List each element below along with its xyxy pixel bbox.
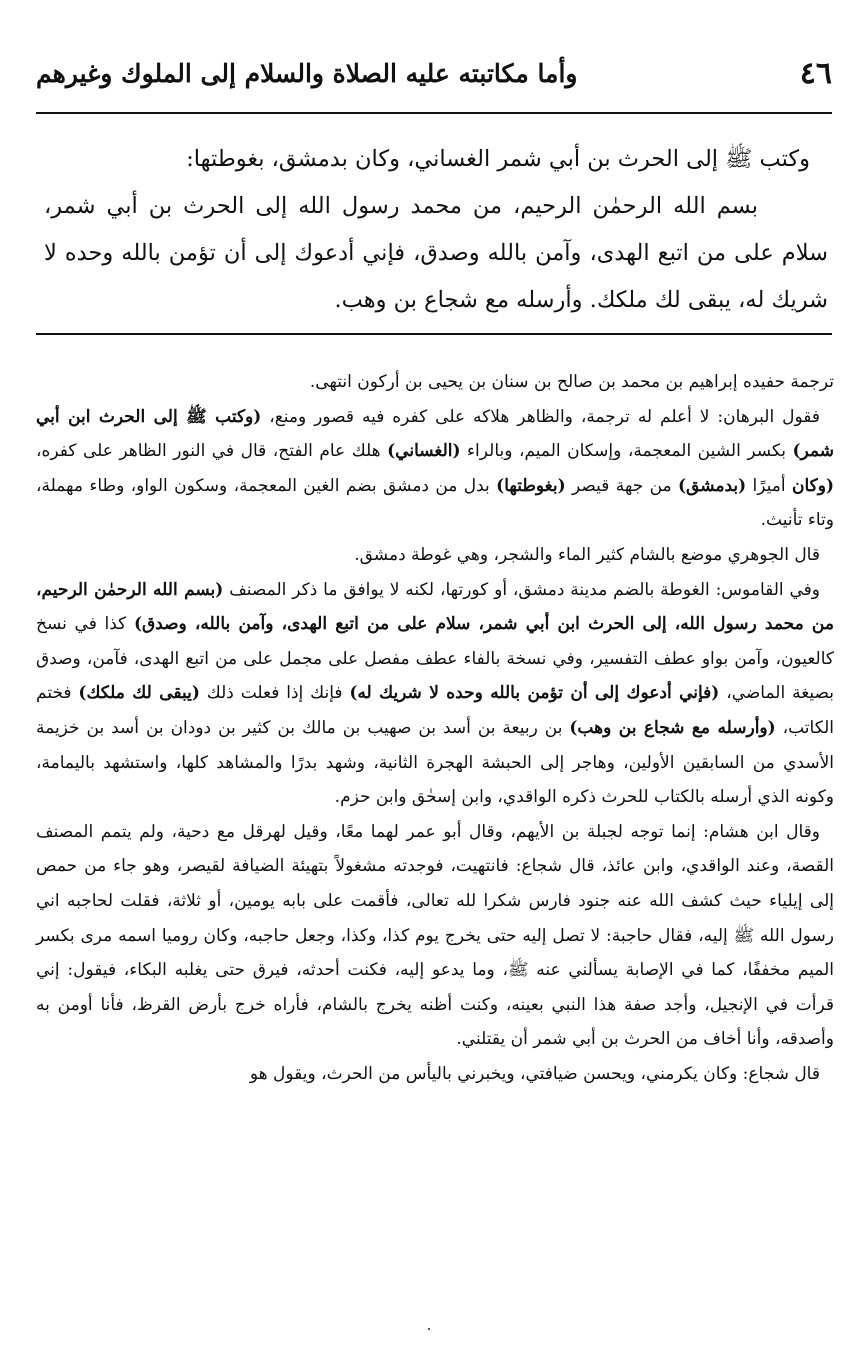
commentary-run: كذا في نسخ كالعيون، وآمن بواو عطف التفسير، وفي نسخة بالفاء عطف مفصل على مجمل على من اتبع الهدى، فآمن، وصدق بصيغة الماضي،	[36, 614, 835, 704]
commentary-run: وفي القاموس: الغوطة بالضم مدينة دمشق، أو كورتها، لكنه لا يوافق ما ذكر المصنف	[223, 579, 821, 600]
commentary-run: أميرًا	[746, 475, 792, 496]
commentary-run: بكسر الشين المعجمة، وإسكان الميم، وبالراء	[460, 441, 793, 462]
quoted-matn-text: (يبقى لك ملكك)	[78, 683, 200, 704]
commentary-text-block	[36, 365, 834, 1091]
section-divider	[36, 333, 832, 335]
commentary-run: بدل من دمشق بضم الغين المعجمة، وسكون الواو، وطاء مهملة، وتاء تأنيث.	[36, 475, 834, 531]
quoted-matn-text: (فإني أدعوك إلى أن تؤمن بالله وحده لا شريك له)	[349, 683, 720, 704]
quoted-matn-text: (وأرسله مع شجاع بن وهب)	[569, 717, 776, 738]
quoted-matn-text: (الغساني)	[387, 441, 461, 462]
commentary-run: فقول البرهان: لا أعلم له ترجمة، والظاهر هلاكه على كفره فيه قصور ومنع،	[261, 406, 820, 427]
commentary-paragraph: قال شجاع: وكان يكرمني، ويحسن ضيافتي، ويخبرني باليأس من الحرث، ويقول هو	[249, 1063, 820, 1084]
quoted-matn-text: (وكان	[791, 475, 834, 496]
page-header	[36, 48, 832, 98]
letter-intro: وكتب ﷺ إلى الحرث بن أبي شمر الغساني، وكان بدمشق، بغوطتها:	[186, 146, 810, 172]
page-speck	[428, 1328, 430, 1330]
commentary-run: فإنك إذا فعلت ذلك	[199, 683, 350, 704]
commentary-paragraph: وقال ابن هشام: إنما توجه لجبلة بن الأيهم، وقال أبو عمر لهما معًا، وقيل لهرقل مع دحية، ولم يتمم المصنف القصة، وعند الواقدي، وابن عائذ، قال شجاع: فانتهيت، فوجدته مشغولاً بتهيئة الضيافة لقيصر، وهو جاء من حمص إلى إيلياء حيث كشف الله عنه جنود فارس شكرا لله تعالى، فأقمت على بابه يومين، أو ثلاثة، فقلت لحاجبه اني رسول الله ﷺ إليه، فقال حاجبة: لا تصل إليه حتى يخرج يوم كذا، وكذا، وجعل حاجبه، وكان روميا اسمه مرى بكسر الميم مخففًا، كما في الإصابة يسألني عنه ﷺ، وما يدعو إليه، فكنت أحدثه، فيرق حتى يغلبه البكاء، فيقول: إني قرأت في الإنجيل، وأجد صفة هذا النبي بعينه، وكنت أظنه يخرج بالشام، فأراه خرج بأرض القرظ، فأنا أومن به وأصدقه، وأنا أخاف من الحرث بن أبي شمر أن يقتلني.	[36, 821, 834, 1050]
commentary-run: بن ربيعة بن أسد بن صهيب بن مالك بن كثير بن دودان بن أسد بن خزيمة الأسدي من السابقين الأولين، وهاجر إلى الحبشة الهجرة الثانية، وشهد بدرًا والمشاهد كلها، واستشهد باليمامة، وكونه الذي أرسله بالكتاب للحرث ذكره الواقدي، وابن إسحٰق وابن حزم.	[36, 717, 834, 808]
header-divider	[36, 112, 832, 114]
commentary-run: فختم الكاتب،	[36, 683, 834, 738]
quoted-matn-text: (بغوطتها)	[496, 475, 566, 496]
commentary-paragraph	[36, 400, 834, 538]
letter-text-block	[44, 136, 828, 324]
commentary-paragraph: قال الجوهري موضع بالشام كثير الماء والشجر، وهي غوطة دمشق.	[354, 544, 820, 565]
commentary-run: هلك عام الفتح، قال في النور الظاهر على كفره،	[36, 441, 388, 462]
commentary-paragraph	[36, 573, 834, 815]
page-number: ٤٦	[799, 55, 832, 91]
commentary-run: من جهة قيصر	[565, 475, 678, 496]
quoted-matn-text: (بدمشق)	[677, 475, 747, 496]
commentary-paragraph: ترجمة حفيده إبراهيم بن محمد بن صالح بن سنان بن يحيى بن أركون انتهى.	[309, 372, 834, 392]
quoted-matn-text: (بسم الله الرحمٰن الرحيم، من محمد رسول الله، إلى الحرث ابن أبي شمر، سلام على من اتبع الهدى، وآمن بالله، وصدق)	[36, 579, 834, 635]
letter-body: بسم الله الرحمٰن الرحيم، من محمد رسول الله إلى الحرث بن أبي شمر، سلام على من اتبع الهدى، وآمن بالله وصدق، فإني أدعوك إلى أن تؤمن بالله وحده لا شريك له، يبقى لك ملكك. وأرسله مع شجاع بن وهب.	[44, 193, 828, 313]
running-title: وأما مكاتبته عليه الصلاة والسلام إلى الملوك وغيرهم	[36, 58, 578, 88]
quoted-matn-text: (وكتب ﷺ إلى الحرث ابن أبي شمر)	[36, 406, 834, 462]
